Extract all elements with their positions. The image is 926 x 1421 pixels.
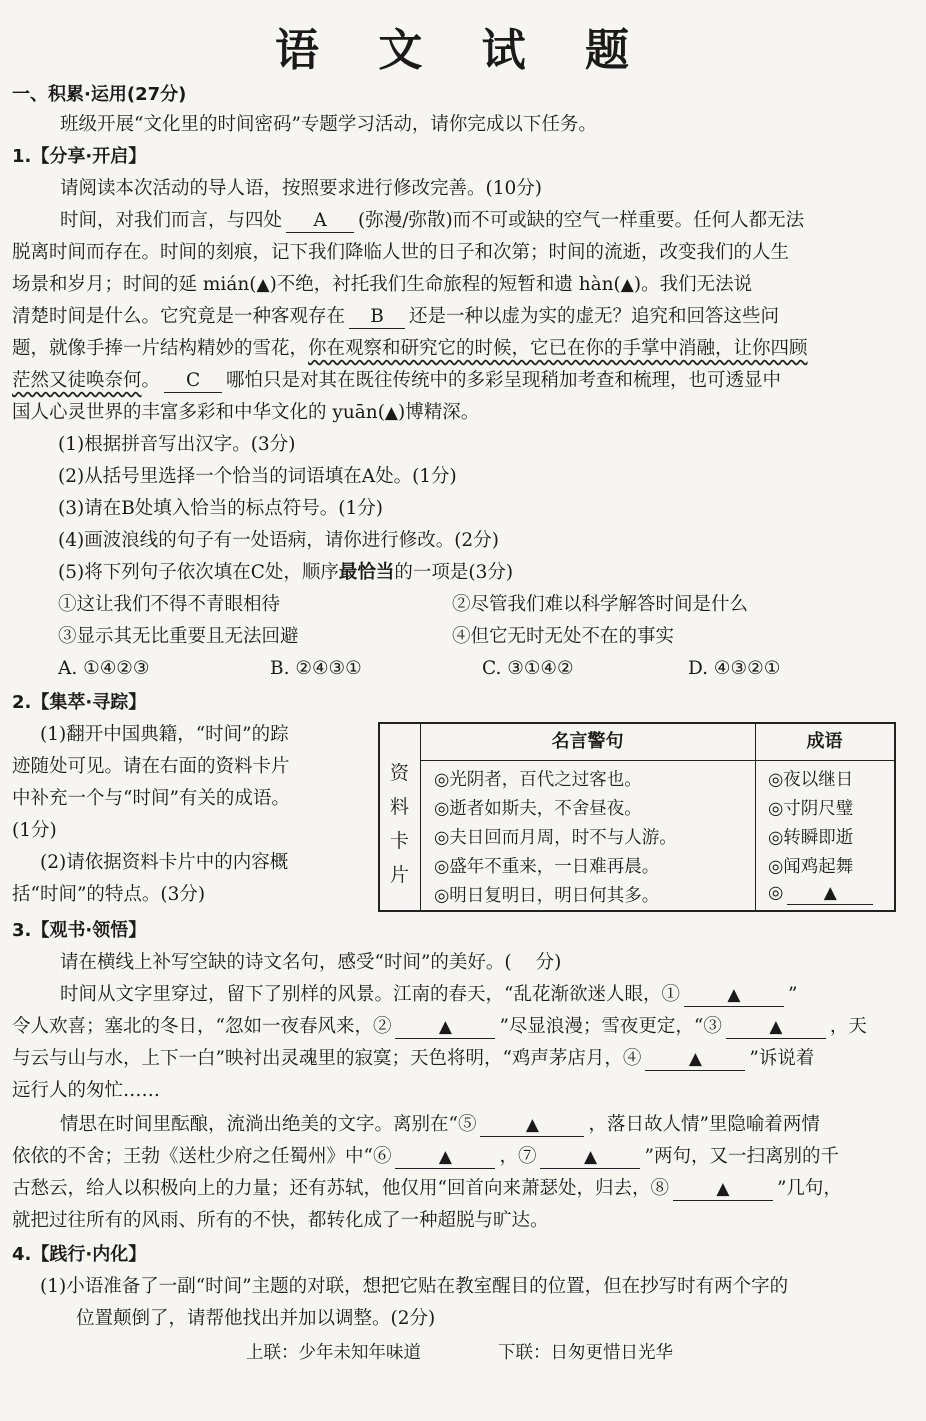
triangle-icon: ▲ — [583, 1147, 598, 1167]
blank-c[interactable]: C — [164, 370, 222, 393]
triangle-icon: ▲ — [727, 985, 741, 1005]
poem-blank-3[interactable] — [726, 1016, 826, 1039]
triangle-icon: ▲ — [438, 1147, 452, 1167]
q1-sub-4: (4)画波浪线的句子有一处语病，请你进行修改。(2分) — [58, 530, 499, 551]
q4-text-2: 位置颠倒了，请帮他找出并加以调整。(2分) — [76, 1308, 436, 1329]
triangle-icon: ▲ — [525, 1115, 539, 1135]
card-quote: ◎光阴者，百代之过客也。 — [434, 770, 642, 790]
option-a[interactable]: A. ①④②③ — [58, 658, 150, 679]
card-idiom: ◎寸阴尺璧 — [768, 799, 854, 819]
poem-blank-4[interactable] — [645, 1048, 745, 1071]
wavy-sentence-end: 茫然又徒唤奈何 — [12, 370, 142, 391]
q2-text-4: (1分) — [12, 820, 57, 841]
q1-sub-1: (1)根据拼音写出汉字。(3分) — [58, 434, 296, 455]
sentence-2: ②尽管我们难以科学解答时间是什么 — [452, 594, 749, 615]
q2-heading: 2.【集萃·寻踪】 — [12, 692, 147, 713]
q1-sub-2: (2)从括号里选择一个恰当的词语填在A处。(1分) — [58, 466, 457, 487]
q3-line-1: 时间从文字里穿过，留下了别样的风景。江南的春天，“乱花渐欲迷人眼，① ▲ ” — [60, 984, 798, 1005]
card-quote: ◎盛年不重来，一日难再晨。 — [434, 857, 660, 877]
q1-passage-line-5: 题，就像手捧一片结构精妙的雪花，你在观察和研究它的时候，它已在你的手掌中消融，让你四顾 — [12, 338, 808, 359]
poem-blank-1[interactable] — [684, 984, 784, 1007]
card-quote: ◎逝者如斯夫，不舍昼夜。 — [434, 799, 642, 819]
card-col-quotes-header: 名言警句 — [420, 724, 755, 761]
triangle-icon: ▲ — [438, 1017, 452, 1037]
poem-blank-8[interactable] — [673, 1178, 773, 1201]
sentence-3: ③显示其无比重要且无法回避 — [58, 626, 299, 647]
option-c[interactable]: C. ③①④② — [482, 658, 574, 679]
q3-instruction: 请在横线上补写空缺的诗文名句，感受“时间”的美好。( 分) — [60, 952, 562, 973]
page-title: 语 文 试 题 — [275, 25, 651, 76]
q1-heading: 1.【分享·开启】 — [12, 146, 147, 167]
q1-passage-line-2: 脱离时间而存在。时间的刻痕，记下我们降临人世的日子和次第；时间的流逝，改变我们的人生 — [12, 242, 790, 263]
material-card — [378, 722, 896, 912]
q2-text-2: 迹随处可见。请在右面的资料卡片 — [12, 756, 290, 777]
part1-heading: 一、积累·运用(27分) — [12, 84, 187, 105]
q3-line-2: 令人欢喜；塞北的冬日，“忽如一夜春风来，② ▲ ”尽显浪漫；雪夜更定，“③ ▲ ，天 — [12, 1016, 867, 1037]
q1-passage-line-3: 场景和岁月；时间的延 mián(▲)不绝，衬托我们生命旅程的短暂和遗 hàn(▲)。我们无法说 — [12, 274, 753, 295]
q2-text-3: 中补充一个与“时间”有关的成语。 — [12, 788, 290, 809]
q4-text-1: (1)小语准备了一副“时间”主题的对联，想把它贴在教室醒目的位置，但在抄写时有两个字的 — [40, 1276, 789, 1297]
q1-sub-5: (5)将下列句子依次填在C处，顺序最恰当的一项是(3分) — [58, 562, 514, 583]
wavy-sentence: 你在观察和研究它的时候，它已在你的手掌中消融，让你四顾 — [308, 338, 808, 359]
triangle-icon: ▲ — [384, 403, 398, 423]
triangle-icon: ▲ — [823, 883, 837, 903]
idiom-answer-blank[interactable] — [787, 882, 873, 905]
triangle-icon: ▲ — [769, 1017, 783, 1037]
triangle-icon: ▲ — [688, 1049, 702, 1069]
card-col-idioms-header: 成语 — [755, 724, 894, 761]
q3-line-5: 情思在时间里酝酿，流淌出绝美的文字。离别在“⑤ ▲ ，落日故人情”里隐喻着两情 — [60, 1114, 820, 1135]
blank-a[interactable]: A — [286, 210, 354, 233]
couplet-lower: 下联：日匆更惜日光华 — [498, 1343, 673, 1363]
q1-passage-line-4: 清楚时间是什么。它究竟是一种客观存在 B 还是一种以虚为实的虚无？追究和回答这些问 — [12, 306, 780, 327]
q1-passage-line-6: 茫然又徒唤奈何。 C 哪怕只是对其在既往传统中的多彩呈现稍加考查和梳理，也可透显中 — [12, 370, 782, 391]
q3-line-8: 就把过往所有的风雨、所有的不快，都转化成了一种超脱与旷达。 — [12, 1210, 549, 1231]
blank-b[interactable]: B — [349, 306, 405, 329]
q1-sub-3: (3)请在B处填入恰当的标点符号。(1分) — [58, 498, 384, 519]
q3-line-6: 依依的不舍；王勃《送杜少府之任蜀州》中“⑥ ▲ ，⑦ ▲ ”两句，又一扫离别的千 — [12, 1146, 839, 1167]
poem-blank-5[interactable] — [480, 1114, 584, 1137]
poem-blank-6[interactable] — [395, 1146, 495, 1169]
card-quote: ◎夫日回而月周，时不与人游。 — [434, 828, 677, 848]
q1-instruction: 请阅读本次活动的导人语，按照要求进行修改完善。(10分) — [60, 178, 542, 199]
q2-text-6: 括“时间”的特点。(3分) — [12, 884, 206, 905]
card-idiom: ◎转瞬即逝 — [768, 828, 854, 848]
card-quote: ◎明日复明日，明日何其多。 — [434, 886, 660, 906]
q1-passage-line-7: 国人心灵世界的丰富多彩和中华文化的 yuān(▲)博精深。 — [12, 402, 480, 423]
card-side-label: 资 料 卡 片 — [380, 724, 421, 910]
poem-blank-7[interactable] — [540, 1146, 640, 1169]
q3-line-7: 古愁云，给人以积极向上的力量；还有苏轼，他仅用“回首向来萧瑟处，归去，⑧ ▲ ”几句， — [12, 1178, 842, 1199]
q3-line-3: 与云与山与水，上下一白”映衬出灵魂里的寂寞；天色将明，“鸡声茅店月，④ ▲ ”诉说着 — [12, 1048, 815, 1069]
option-d[interactable]: D. ④③②① — [688, 658, 781, 679]
q3-heading: 3.【观书·领悟】 — [12, 920, 147, 941]
card-idiom-blank-row: ◎ ▲ — [768, 882, 877, 905]
card-idiom: ◎夜以继日 — [768, 770, 854, 790]
triangle-icon: ▲ — [256, 275, 270, 295]
q1-passage-line-1: 时间，对我们而言，与四处 A (弥漫/弥散)而不可或缺的空气一样重要。任何人都无法 — [60, 210, 805, 231]
option-b[interactable]: B. ②④③① — [270, 658, 362, 679]
triangle-icon: ▲ — [620, 275, 634, 295]
poem-blank-2[interactable] — [395, 1016, 495, 1039]
sentence-1: ①这让我们不得不青眼相待 — [58, 594, 281, 615]
triangle-icon: ▲ — [716, 1179, 730, 1199]
q3-line-4: 远行人的匆忙…… — [12, 1080, 161, 1101]
part1-intro: 班级开展“文化里的时间密码”专题学习活动，请你完成以下任务。 — [60, 114, 597, 135]
q2-text-5: (2)请依据资料卡片中的内容概 — [40, 852, 289, 873]
q4-heading: 4.【践行·内化】 — [12, 1244, 147, 1265]
sentence-4: ④但它无时无处不在的事实 — [452, 626, 675, 647]
card-idiom: ◎闻鸡起舞 — [768, 857, 854, 877]
q2-text-1: (1)翻开中国典籍，“时间”的踪 — [40, 724, 289, 745]
couplet-upper: 上联：少年未知年味道 — [246, 1343, 421, 1363]
